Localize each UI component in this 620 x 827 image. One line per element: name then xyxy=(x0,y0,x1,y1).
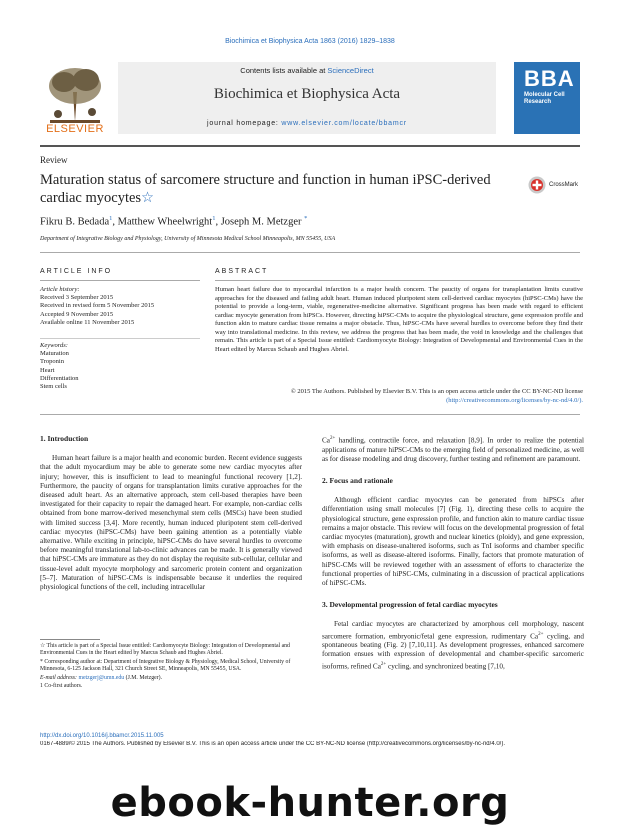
article-history xyxy=(40,286,210,327)
masthead-divider xyxy=(40,145,580,147)
body-paragraph-continued xyxy=(322,434,584,464)
footnote-cofirst: 1 Co-first authors. xyxy=(40,683,83,690)
abstract-text: Human heart failure due to myocardial infarction is a major health concern. The paucity of organs for transplantation limits curative approaches for the diseased and failing adult heart. Human induced pluripotent stem cell-derived cardiac myocytes (hiPSC-CMs) have the potential to provide a long-term, viable, regenerative-medicine alternative. Significant progress has been made with regard to efficient cardiac myocyte generation from hiPSCs. However, directing hiPSC-CMs to acquire the physiological structure, gene expression profile and function akin to mature cardiac tissue remains a major obstacle. Thus, hiPSC-CMs have several hurdles to overcome before they find their way into translational medicine. In this review, we address the progress that has been made, the void in knowledge and the challenges that remain. This article is part of a Special Issue entitled: Cardiomyocyte Biology: Integration of Developmental and Environmental Cues in the Heart edited by Marcus Schaub and Hughes Abriel. xyxy=(215,286,583,353)
author-separator: , xyxy=(215,216,221,228)
section-heading: 2. Focus and rationale xyxy=(322,476,393,485)
text-run: Ca xyxy=(322,436,330,445)
keyword-item: Stem cells xyxy=(40,383,67,391)
body-paragraph: Although efficient cardiac myocytes can be generated from hiPSCs after differentiation using small molecules [7] (Fig. 1), directing these cells to acquire the physiological structure, gene expression profile, and function akin to mature cardiac tissue remains a major obstacle. This review will focus on the developmental progression of fetal cardiac myocytes (maturation), growth and nuclear kinetics (ploidy), and gene expression, with emphasis on disease-unaltered isoforms, such as TnI isoforms and chamber specific isoforms, as well as disease-altered isoforms. Finally, factors that promote maturation of hiPSC-CMs will be reviewed together with an assessment of efforts to characterize the functional properties of hiPSC-CMs, culminating in a discussion of practical applications of hiPSC-CMs. xyxy=(322,496,584,588)
article-info-heading: ARTICLE INFO xyxy=(40,268,113,275)
article-info-divider xyxy=(40,280,200,281)
history-item: Accepted 9 November 2015 xyxy=(40,310,114,318)
footnote-divider xyxy=(40,639,100,640)
author-separator: , xyxy=(112,216,118,228)
author-name: Fikru B. Bedada xyxy=(40,216,110,228)
cover-subtitle: Molecular Cell Research xyxy=(524,92,565,105)
crossmark-button[interactable] xyxy=(528,176,578,194)
superscript: 2+ xyxy=(329,436,336,441)
author-list xyxy=(40,215,307,228)
author-affiliation: Department of Integrative Biology and Physiology, University of Minnesota Medical School Minneapolis, MN 55455, USA xyxy=(40,236,336,242)
license-link[interactable]: (http://creativecommons.org/licenses/by-nc-nd/4.0/). xyxy=(446,396,583,404)
keywords-list xyxy=(40,342,200,391)
footnotes xyxy=(40,643,302,691)
text-run: cycling, and spontaneous beating (Fig. 2) [7,10,11]. As development progresses, enhanced sarcomere formation ensues with expression of developmental and chamber-specific sarcomeric isoforms, refined Ca xyxy=(322,632,584,671)
crossmark-icon xyxy=(528,176,546,194)
abstract-heading: ABSTRACT xyxy=(215,268,269,275)
license-statement xyxy=(215,388,583,405)
article-title xyxy=(40,171,500,207)
elsevier-wordmark: ELSEVIER xyxy=(46,123,104,135)
text-run: handling, contractile force, and relaxation [8,9]. In order to realize the potential applications of mature hiPSC-CMs to the emerging field of personalized medicine, as well as for disease modeling and drug discovery, further testing and refinement are paramount. xyxy=(322,436,584,463)
body-paragraph xyxy=(322,620,584,671)
body-column-right xyxy=(322,434,584,671)
affiliation-divider xyxy=(40,252,580,253)
section-heading: 3. Developmental progression of fetal cardiac myocytes xyxy=(322,600,498,610)
corresponding-author-mark[interactable]: * xyxy=(304,215,308,222)
history-item: Received 3 September 2015 xyxy=(40,294,114,302)
text-run: Fetal cardiac myocytes are characterized by amorphous cell morphology, nascent sarcomere formation, embryonic/fetal gene expression, rudimentary Ca xyxy=(322,620,584,641)
doi-link[interactable]: http://dx.doi.org/10.1016/j.bbamcr.2015.11.005 xyxy=(40,733,164,739)
history-item: Received in revised form 5 November 2015 xyxy=(40,302,155,310)
keywords-heading: Keywords: xyxy=(40,342,68,349)
keyword-item: Maturation xyxy=(40,350,69,358)
keyword-item: Heart xyxy=(40,366,55,374)
crossmark-label: CrossMark xyxy=(549,182,579,188)
author-affil-mark[interactable]: 1 xyxy=(109,215,113,222)
section-heading: 1. Introduction xyxy=(40,434,89,443)
keyword-item: Differentiation xyxy=(40,374,79,382)
footnote-corresponding: * Corresponding author at: Department of Integrative Biology & Physiology, Medical School, University of Minnesota, 6-125 Jackson Hall, 321 Church Street SE, Minneapolis, MN 55455, USA. xyxy=(40,658,291,673)
journal-citation[interactable]: Biochimica et Biophysica Acta 1863 (2016) 1829–1838 xyxy=(225,38,395,45)
contents-line xyxy=(118,66,496,75)
homepage-prefix: journal homepage: xyxy=(207,120,282,127)
contents-prefix: Contents lists available at xyxy=(240,66,328,75)
journal-masthead xyxy=(40,52,580,142)
superscript: 2+ xyxy=(380,661,387,667)
history-heading: Article history: xyxy=(40,286,80,293)
abstract-bottom-divider xyxy=(40,414,580,415)
footnote-special-issue: ☆ This article is part of a Special Issue entitled: Cardiomyocyte Biology: Integration of Developmental and Environmental Cues in the Heart edited by Marcus Schaub and Hughes Abriel. xyxy=(40,643,290,657)
masthead-banner xyxy=(118,62,496,134)
author-affil-mark[interactable]: 1 xyxy=(212,215,216,222)
homepage-link[interactable]: www.elsevier.com/locate/bbamcr xyxy=(281,120,407,127)
journal-title: Biochimica et Biophysica Acta xyxy=(213,86,401,102)
article-type: Review xyxy=(40,155,68,165)
keyword-item: Troponin xyxy=(40,358,64,366)
superscript: 2+ xyxy=(538,631,544,637)
author-name: Matthew Wheelwright xyxy=(117,216,213,228)
homepage-line xyxy=(118,120,496,127)
body-column-left xyxy=(40,434,302,592)
sciencedirect-link[interactable]: ScienceDirect xyxy=(327,66,374,75)
body-paragraph: Human heart failure is a major health and economic burden. Recent evidence suggests that the adult myocardium may be able to generate some new cardiac myocytes after injury; however, this is insufficient to lead to meaningful functional recovery [1,2]. Furthermore, the paucity of organs for transplantation limits curative approaches for the diseased adult heart. As an alternative approach, stem cell-based therapies have been investigated for their capacity to repair the damaged heart. For example, non-cardiac cells obtained from bone marrow-derived mesenchymal stem cells (MSCs) have been studied with limited success [3,4]. More recently, human induced pluripotent stem cell-derived cardiac myocytes (hiPSC-CMs) have been gaining attention as a potentially viable alternative. While exciting in principle, hiPSC-CMs do have several hurdles to overcome before meaningful translational lab-to-clinic advances can be made. It is generally viewed that hiPSC-CMs are immature as they do not display the requisite sub-cellular, cellular and tissue-level adult myocyte morphology and sarcomeric protein content and organization [5–7]. Maturation of hiPSC-CMs is indispensable because it underlies the required physiological functions of the cell, including intracellular xyxy=(40,454,302,592)
author-name: Joseph M. Metzger xyxy=(220,216,302,228)
history-divider xyxy=(40,338,200,339)
email-link[interactable]: metzgerj@umn.edu xyxy=(78,674,125,681)
title-footnote-mark[interactable]: ☆ xyxy=(141,190,155,206)
cover-title: BBA xyxy=(524,66,575,91)
text-run: cycling, and synchronized beating [7,10, xyxy=(386,662,505,671)
issn-license-line: 0167-4889/© 2015 The Authors. Published by Elsevier B.V. This is an open access article under the CC BY-NC-ND license (http://creativecommons.org/licenses/by-nc-nd/4.0/). xyxy=(40,741,505,747)
footnote-email xyxy=(40,675,302,682)
watermark: ebook-hunter.org xyxy=(110,780,510,826)
journal-cover-image xyxy=(514,62,580,134)
email-suffix: (J.M. Metzger). xyxy=(124,674,163,681)
email-prefix: E-mail address: xyxy=(40,674,79,681)
license-text: © 2015 The Authors. Published by Elsevier B.V. This is an open access article under the CC BY-NC-ND license xyxy=(290,388,583,395)
article-title-text: Maturation status of sarcomere structure and function in human iPSC-derived cardiac myocytes xyxy=(40,172,491,206)
history-item: Available online 11 November 2015 xyxy=(40,318,135,326)
abstract-divider xyxy=(215,280,580,281)
